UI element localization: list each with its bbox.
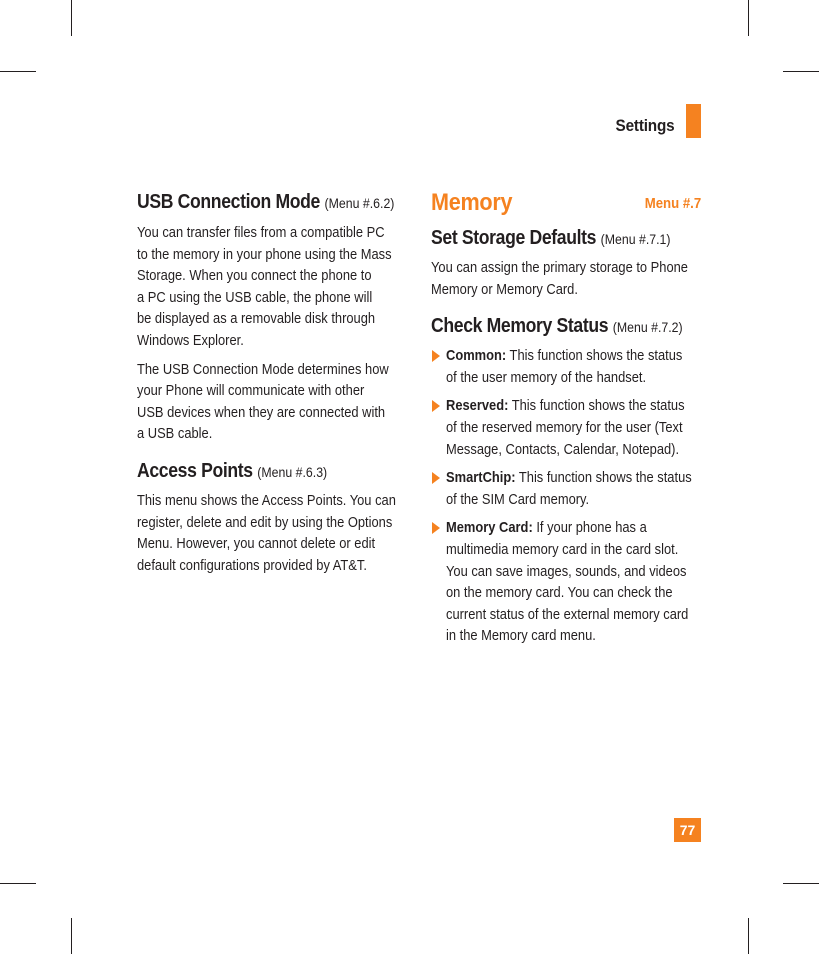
crop-mark-top-left-v [71,0,72,36]
text-line: your Phone will communicate with other [137,382,365,400]
text-line: If your phone has a [536,519,647,537]
memory-status-list [431,345,701,647]
arrow-right-icon [432,522,440,534]
memory-chapter-heading [431,189,701,221]
crop-mark-top-right-h [783,71,819,72]
text-line: default configurations provided by AT&T. [137,556,367,574]
check-memory-heading [431,313,683,340]
text-line: of the user memory of the handset. [446,368,647,386]
running-header-title: Settings [615,116,674,135]
list-item-label: Reserved: [446,397,509,415]
list-item-smartchip [431,467,701,510]
usb-connection-heading [137,189,395,216]
list-item-reserved [431,395,701,460]
text-line: of the reserved memory for the user (Text [446,418,683,436]
access-points-heading [137,458,368,485]
usb-connection-title: USB Connection Mode [137,191,320,213]
check-memory-section [431,313,701,647]
text-line: USB devices when they are connected with [137,403,386,421]
left-column [137,189,399,576]
page-number: 77 [674,818,701,842]
text-line: You can transfer files from a compatible PC [137,224,385,241]
right-column [431,189,701,654]
text-line: current status of the external memory card [446,605,689,623]
list-item-text [446,345,705,388]
text-line: multimedia memory card in the card slot. [446,540,679,558]
text-line: This function shows the status [511,397,685,415]
list-item-common [431,345,701,388]
text-line: Menu. However, you cannot delete or edit [137,535,376,553]
text-line: a PC using the USB cable, the phone will [137,288,373,306]
text-line: to the memory in your phone using the Mass [137,245,392,263]
text-line: be displayed as a removable disk through [137,310,376,328]
set-storage-title: Set Storage Defaults [431,227,597,249]
set-storage-section [431,225,701,300]
arrow-right-icon [432,400,440,412]
text-line: The USB Connection Mode determines how [137,360,389,378]
check-memory-ref: (Menu #.7.2) [612,319,683,336]
usb-connection-para-2 [137,359,398,445]
crop-mark-top-right-v [748,0,749,36]
arrow-right-icon [432,472,440,484]
text-line: Memory or Memory Card. [431,280,578,298]
crop-mark-bottom-right-v [748,918,749,954]
memory-title: Memory [431,189,513,216]
usb-connection-para-1 [137,222,398,352]
usb-connection-ref: (Menu #.6.2) [324,195,395,211]
access-points-title: Access Points [137,459,253,482]
text-line: on the memory card. You can check the [446,584,673,602]
set-storage-heading [431,225,669,252]
list-item-label: Memory Card: [446,519,533,537]
text-line: Storage. When you connect the phone to [137,267,372,285]
crop-mark-bottom-left-h [0,883,36,884]
list-item-text [446,467,705,510]
access-points-ref: (Menu #.6.3) [257,463,328,480]
text-line: You can assign the primary storage to Phone [431,259,688,276]
crop-mark-top-left-h [0,71,36,72]
list-item-label: Common: [446,347,507,365]
memory-menu-ref: Menu #.7 [644,195,701,212]
header-tab-marker [686,104,701,138]
access-points-para [137,490,398,576]
set-storage-para [431,257,700,300]
list-item-text [446,395,705,460]
arrow-right-icon [432,350,440,362]
text-line: You can save images, sounds, and videos [446,562,687,580]
crop-mark-bottom-right-h [783,883,819,884]
crop-mark-bottom-left-v [71,918,72,954]
text-line: This function shows the status [509,347,683,365]
check-memory-title: Check Memory Status [431,315,609,338]
list-item-label: SmartChip: [446,469,516,487]
text-line: This function shows the status [518,469,692,487]
text-line: in the Memory card menu. [446,627,596,645]
access-points-section [137,458,399,576]
usb-connection-section [137,189,399,445]
list-item-text [446,517,705,647]
text-line: of the SIM Card memory. [446,490,590,508]
text-line: register, delete and edit by using the Options [137,513,393,531]
list-item-memory-card [431,517,701,647]
text-line: Message, Contacts, Calendar, Notepad). [446,440,680,458]
text-line: This menu shows the Access Points. You can [137,491,396,509]
text-line: a USB cable. [137,425,213,443]
text-line: Windows Explorer. [137,331,244,349]
set-storage-ref: (Menu #.7.1) [600,231,671,247]
